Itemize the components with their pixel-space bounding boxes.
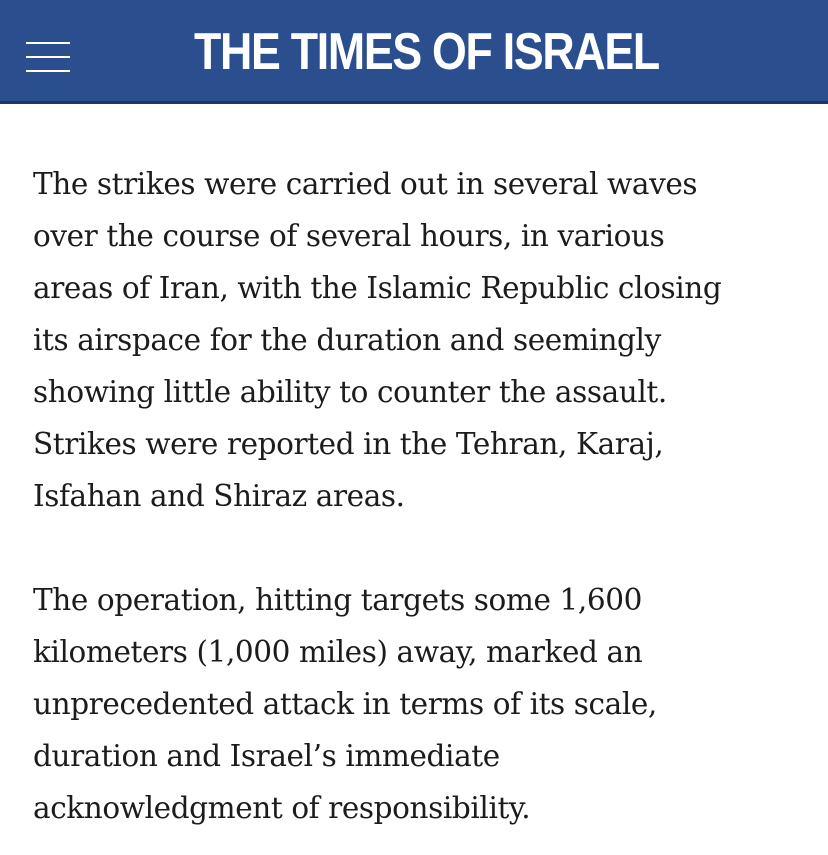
article-paragraph — [33, 158, 813, 522]
article-line: Isfahan and Shiraz areas. — [33, 479, 405, 513]
article-line: areas of Iran, with the Islamic Republic closing — [33, 271, 722, 305]
site-logo[interactable]: THE TIMES OF ISRAEL — [194, 23, 659, 81]
article-line: acknowledgment of responsibility. — [33, 791, 531, 825]
article-line: showing little ability to counter the assault. — [33, 375, 667, 409]
menu-bar — [26, 42, 70, 44]
article-paragraph — [33, 574, 813, 834]
article-body — [33, 158, 813, 834]
article-line: duration and Israel’s immediate — [33, 739, 500, 773]
article-line: kilometers (1,000 miles) away, marked an — [33, 635, 643, 669]
article-line: over the course of several hours, in various — [33, 219, 665, 253]
article-line: The operation, hitting targets some 1,600 — [33, 583, 642, 617]
menu-bar — [26, 70, 70, 72]
site-header — [0, 0, 828, 104]
hamburger-menu-icon[interactable] — [26, 40, 72, 76]
article-line: unprecedented attack in terms of its scale, — [33, 687, 657, 721]
menu-bar — [26, 56, 70, 58]
article-line: The strikes were carried out in several waves — [33, 167, 698, 201]
article-line: its airspace for the duration and seemingly — [33, 323, 661, 357]
article-line: Strikes were reported in the Tehran, Karaj, — [33, 427, 664, 461]
